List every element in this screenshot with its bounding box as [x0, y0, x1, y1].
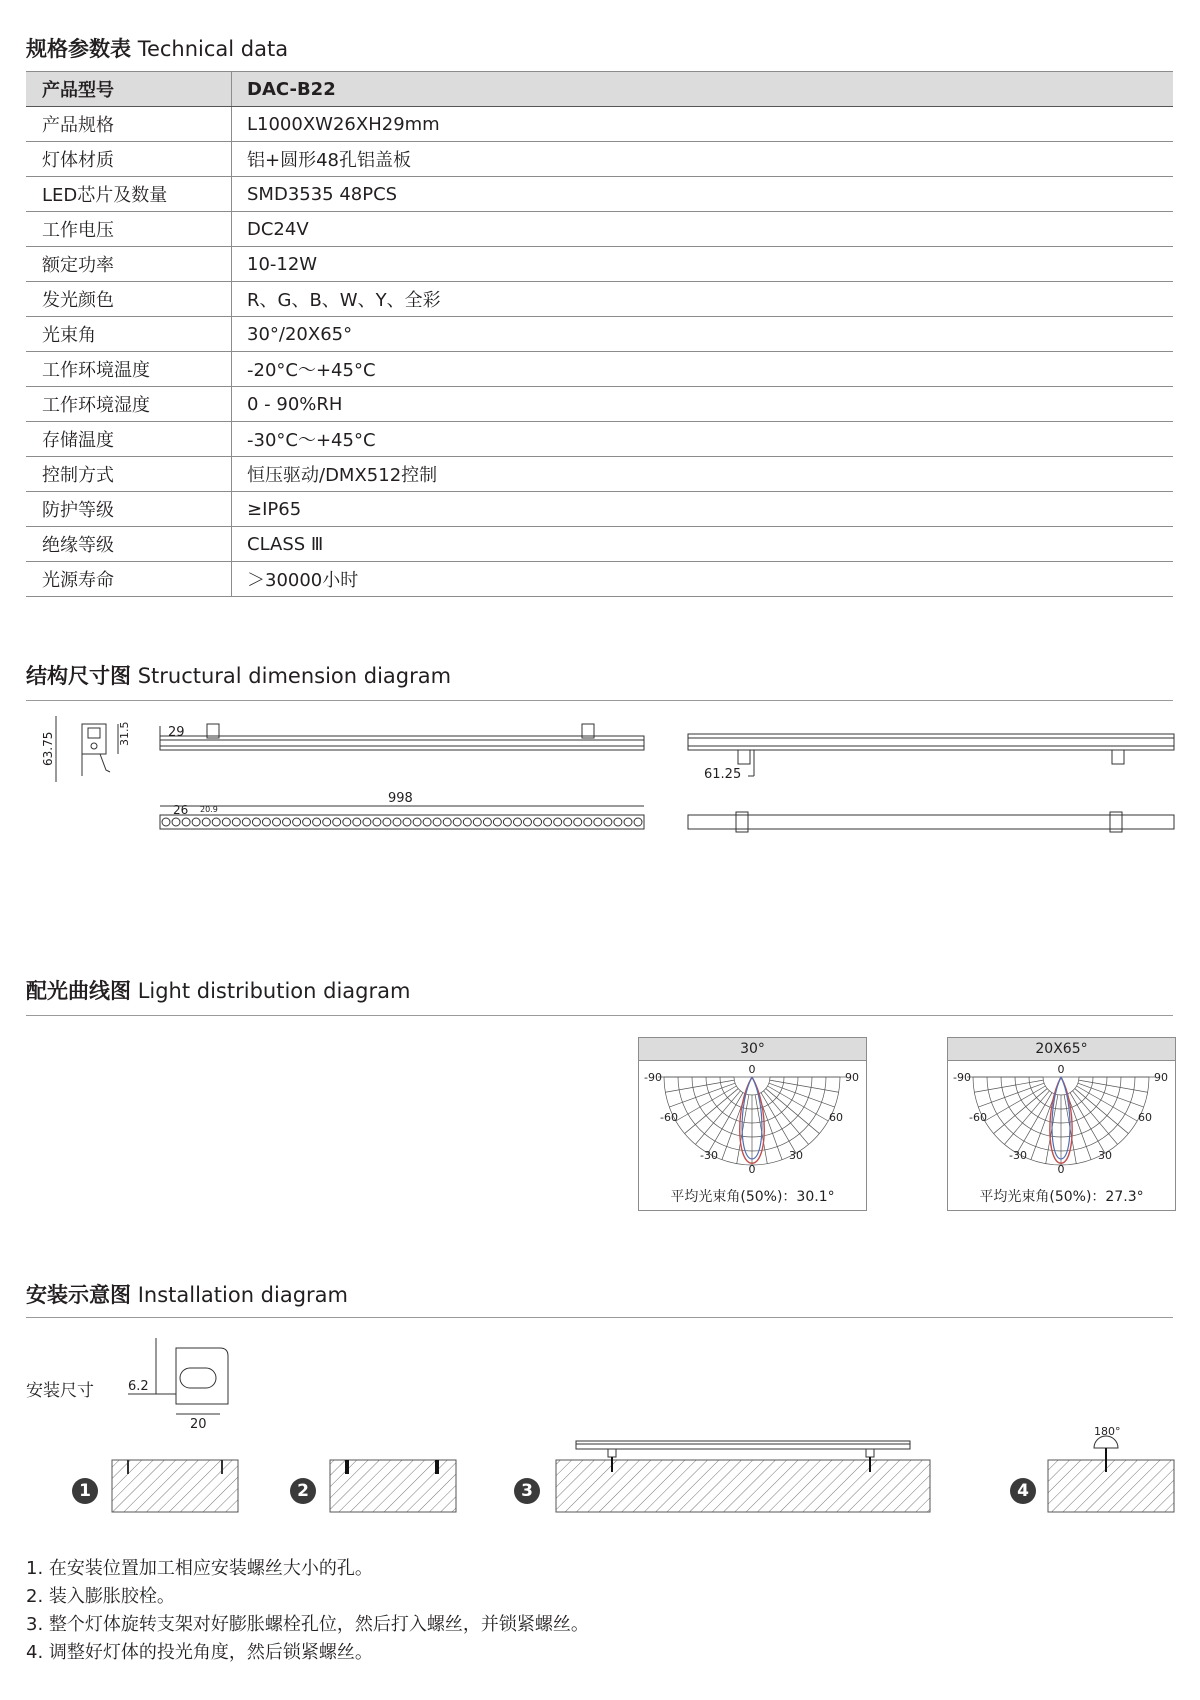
- polar-label-0: 0: [1057, 1163, 1065, 1176]
- polar-label-0-top: 0: [1057, 1063, 1065, 1076]
- polar-title: 30°: [639, 1038, 866, 1061]
- led-hole: [483, 818, 491, 826]
- polar-label-m90: -90: [644, 1071, 662, 1084]
- polar-title: 20X65°: [948, 1038, 1175, 1061]
- dim-h2: 31.5: [118, 721, 131, 746]
- spec-label: 绝缘等级: [26, 527, 232, 562]
- polar-grid-ray: [1079, 1080, 1148, 1092]
- dim-20-9: 20.9: [200, 805, 218, 814]
- spec-row: [26, 387, 1173, 422]
- spec-value: 0 - 90%RH: [232, 387, 1174, 422]
- profile-clip: [88, 728, 100, 738]
- spec-label: 防护等级: [26, 492, 232, 527]
- spec-value: L1000XW26XH29mm: [232, 107, 1174, 142]
- spec-row: [26, 177, 1173, 212]
- step-marker-2: 2: [290, 1478, 316, 1504]
- led-hole: [393, 818, 401, 826]
- spec-row: [26, 457, 1173, 492]
- spec-label: 工作环境湿度: [26, 387, 232, 422]
- spec-value: 恒压驱动/DMX512控制: [232, 457, 1174, 492]
- spec-label: 产品规格: [26, 107, 232, 142]
- install-step: 1. 在安装位置加工相应安装螺丝大小的孔。: [26, 1558, 373, 1579]
- led-hole: [453, 818, 461, 826]
- spec-row: [26, 212, 1173, 247]
- install-title-en: Installation diagram: [137, 1283, 348, 1307]
- top-view-1: [160, 806, 644, 829]
- spec-label: 存储温度: [26, 422, 232, 457]
- led-hole: [192, 818, 200, 826]
- polar-label-0: 0: [748, 1163, 756, 1176]
- light-title: [26, 975, 410, 1005]
- spec-value: SMD3535 48PCS: [232, 177, 1174, 212]
- led-hole: [624, 818, 632, 826]
- install-title: [26, 1279, 348, 1309]
- polar-label-m60: -60: [660, 1111, 678, 1124]
- install-steps: [26, 1555, 589, 1667]
- polar-grid-ray: [770, 1080, 839, 1092]
- led-hole: [353, 818, 361, 826]
- polar-grid-ray: [974, 1080, 1043, 1092]
- structural-title-cn: 结构尺寸图: [26, 664, 131, 688]
- led-hole: [534, 818, 542, 826]
- dim-6-2: 6.2: [128, 1379, 149, 1394]
- spec-label: 控制方式: [26, 457, 232, 492]
- structural-drawing: [0, 700, 1200, 840]
- install-step: 4. 调整好灯体的投光角度，然后锁紧螺丝。: [26, 1642, 373, 1663]
- spec-value: 铝+圆形48孔铝盖板: [232, 142, 1174, 177]
- spec-value: -20°C～+45°C: [232, 352, 1174, 387]
- spec-value: DC24V: [232, 212, 1174, 247]
- led-hole: [212, 818, 220, 826]
- spec-row: [26, 142, 1173, 177]
- spec-value: ≥IP65: [232, 492, 1174, 527]
- spec-row: [26, 317, 1173, 352]
- led-hole: [273, 818, 281, 826]
- dim-h1: 63.75: [41, 731, 55, 766]
- install-size-label: 安装尺寸: [26, 1381, 94, 1401]
- polar-diagram: [948, 1061, 1175, 1179]
- bracket-slot: [180, 1368, 216, 1388]
- install-step: 2. 装入膨胀胶栓。: [26, 1586, 175, 1607]
- led-hole: [604, 818, 612, 826]
- structural-title-en: Structural dimension diagram: [137, 664, 452, 688]
- led-hole: [584, 818, 592, 826]
- side-view-1: [160, 724, 644, 750]
- spec-value: 30°/20X65°: [232, 317, 1174, 352]
- install-drawing: [0, 1330, 1200, 1540]
- polar-chart-30: [638, 1037, 867, 1211]
- dim-998: 998: [388, 791, 413, 806]
- led-hole: [283, 818, 291, 826]
- polar-label-m30: -30: [1009, 1149, 1027, 1162]
- spec-table: [26, 71, 1173, 597]
- polar-diagram: [639, 1061, 866, 1179]
- led-hole: [634, 818, 642, 826]
- bracket-outline: [176, 1348, 228, 1404]
- step-marker-1: 1: [72, 1478, 98, 1504]
- profile-bracket: [100, 754, 110, 772]
- spec-label: 工作环境温度: [26, 352, 232, 387]
- led-hole: [363, 818, 371, 826]
- spec-header-value: DAC-B22: [232, 72, 1174, 107]
- spec-row: [26, 107, 1173, 142]
- dim-29: 29: [168, 725, 185, 740]
- led-holes: [162, 818, 642, 826]
- install-title-cn: 安装示意图: [26, 1283, 131, 1307]
- dim-180: 180°: [1094, 1425, 1121, 1438]
- led-hole: [303, 818, 311, 826]
- polar-label-p60: 60: [1138, 1111, 1152, 1124]
- spec-row: [26, 282, 1173, 317]
- bracket-size-view: [128, 1338, 228, 1414]
- led-hole: [413, 818, 421, 826]
- spec-label: 发光颜色: [26, 282, 232, 317]
- side2-body: [688, 734, 1174, 750]
- polar-label-0-top: 0: [748, 1063, 756, 1076]
- top2-body: [688, 815, 1174, 829]
- side2-bracket-right: [1112, 750, 1124, 764]
- led-hole: [473, 818, 481, 826]
- spec-label: LED芯片及数量: [26, 177, 232, 212]
- spec-header-row: [26, 72, 1173, 107]
- technical-title-en: Technical data: [137, 37, 289, 61]
- led-hole: [493, 818, 501, 826]
- side-body: [160, 736, 644, 750]
- led-hole: [373, 818, 381, 826]
- led-hole: [343, 818, 351, 826]
- led-hole: [383, 818, 391, 826]
- spec-row: [26, 422, 1173, 457]
- install-step: 3. 整个灯体旋转支架对好膨胀螺栓孔位，然后打入螺丝，并锁紧螺丝。: [26, 1614, 589, 1635]
- spec-label: 工作电压: [26, 212, 232, 247]
- led-hole: [403, 818, 411, 826]
- technical-title-cn: 规格参数表: [26, 37, 131, 61]
- spec-label: 光束角: [26, 317, 232, 352]
- led-hole: [333, 818, 341, 826]
- wall-block-4: [1048, 1460, 1174, 1512]
- spec-value: R、G、B、W、Y、全彩: [232, 282, 1174, 317]
- spec-label: 额定功率: [26, 247, 232, 282]
- side-view-2: [688, 734, 1174, 776]
- spec-label: 灯体材质: [26, 142, 232, 177]
- spec-label: 光源寿命: [26, 562, 232, 597]
- spec-value: ＞30000小时: [232, 562, 1174, 597]
- dim-20: 20: [190, 1417, 207, 1432]
- polar-chart-20x65: [947, 1037, 1176, 1211]
- polar-label-p90: 90: [1154, 1071, 1168, 1084]
- spec-row: [26, 352, 1173, 387]
- spec-value: CLASS Ⅲ: [232, 527, 1174, 562]
- top-view-2: [688, 812, 1174, 832]
- polar-grid-ray: [665, 1080, 734, 1092]
- polar-label-m60: -60: [969, 1111, 987, 1124]
- technical-title: [26, 33, 288, 63]
- light-title-en: Light distribution diagram: [137, 979, 411, 1003]
- led-hole: [443, 818, 451, 826]
- led-hole: [202, 818, 210, 826]
- wall-block-1: [112, 1460, 238, 1512]
- side2-bracket-left: [738, 750, 750, 764]
- polar-label-p30: 30: [1098, 1149, 1112, 1162]
- led-hole: [262, 818, 270, 826]
- spec-row: [26, 527, 1173, 562]
- led-hole: [172, 818, 180, 826]
- led-hole: [594, 818, 602, 826]
- structural-title: [26, 660, 451, 690]
- led-hole: [232, 818, 240, 826]
- led-hole: [323, 818, 331, 826]
- install-rule: [26, 1317, 1173, 1318]
- spec-row: [26, 492, 1173, 527]
- led-hole: [222, 818, 230, 826]
- spec-row: [26, 562, 1173, 597]
- led-hole: [182, 818, 190, 826]
- led-hole: [252, 818, 260, 826]
- led-hole: [463, 818, 471, 826]
- profile-screw: [91, 743, 97, 749]
- led-hole: [514, 818, 522, 826]
- lamp-body-step3: [576, 1441, 910, 1449]
- led-hole: [564, 818, 572, 826]
- spec-value: -30°C～+45°C: [232, 422, 1174, 457]
- led-hole: [423, 818, 431, 826]
- polar-label-p30: 30: [789, 1149, 803, 1162]
- led-hole: [614, 818, 622, 826]
- dim-26: 26: [173, 803, 189, 817]
- end-profile-view: [56, 716, 118, 782]
- step-marker-4: 4: [1010, 1478, 1036, 1504]
- polar-caption: 平均光束角(50%)：27.3°: [979, 1189, 1144, 1205]
- led-hole: [524, 818, 532, 826]
- led-hole: [574, 818, 582, 826]
- led-hole: [554, 818, 562, 826]
- spec-value: 10-12W: [232, 247, 1174, 282]
- spec-header-label: 产品型号: [26, 72, 232, 107]
- light-title-cn: 配光曲线图: [26, 979, 131, 1003]
- led-hole: [433, 818, 441, 826]
- spec-row: [26, 247, 1173, 282]
- step-marker-3: 3: [514, 1478, 540, 1504]
- polar-label-p90: 90: [845, 1071, 859, 1084]
- polar-caption: 平均光束角(50%)：30.1°: [670, 1189, 835, 1205]
- led-hole: [544, 818, 552, 826]
- led-hole: [313, 818, 321, 826]
- polar-label-p60: 60: [829, 1111, 843, 1124]
- led-hole: [242, 818, 250, 826]
- polar-label-m30: -30: [700, 1149, 718, 1162]
- polar-label-m90: -90: [953, 1071, 971, 1084]
- led-hole: [293, 818, 301, 826]
- led-hole: [503, 818, 511, 826]
- led-hole: [162, 818, 170, 826]
- dim-61-25: 61.25: [704, 767, 742, 782]
- light-rule: [26, 1015, 1173, 1016]
